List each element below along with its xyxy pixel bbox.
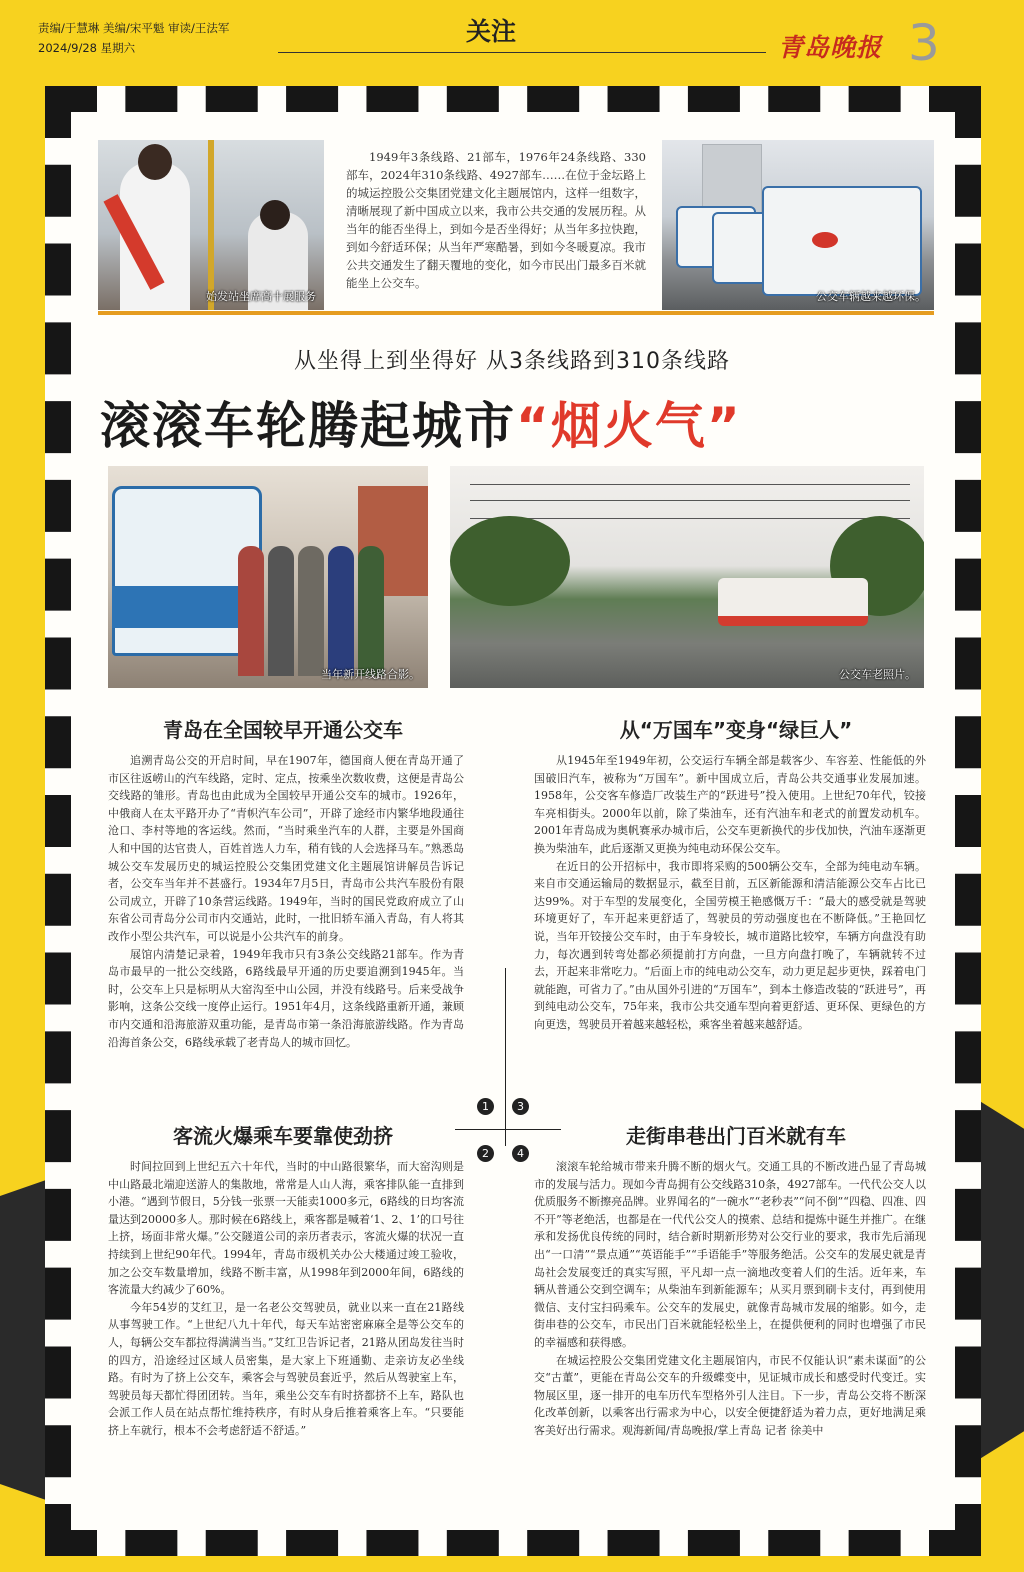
photo-caption: 始发站坐席高十展服务 <box>206 290 316 303</box>
section-number-2: 2 <box>477 1145 494 1162</box>
section-3-heading: 从“万国车”变身“绿巨人” <box>619 718 853 742</box>
headline-title-highlight: “烟火气” <box>516 397 742 455</box>
section-3-body <box>534 752 926 1100</box>
masthead-logo: 青岛晚报 <box>778 33 883 62</box>
intro-text: 1949年3条线路、21部车，1976年24条线路、330部车，2024年310条线路、4927部车……在位于金坛路上的城运控股公交集团党建文化主题展馆内，这样一组数字，清晰展现了新中国成立以来，我市公共交通的发展历程。从当年的能否坐得上，到如今是否坐得好；从当年多拉快跑，到如今舒适环保；从当年严寒酷暑，到如今冬暖夏凉。我市公共交通发生了翻天覆地的变化，如今市民出门最多百米就能坐上公交车。 <box>346 150 646 290</box>
section-4-heading: 走街串巷出门百米就有车 <box>626 1124 846 1148</box>
photo-eco-buses <box>662 140 934 310</box>
headline-title-main: 滚滚车轮腾起城市 <box>100 397 516 455</box>
section-2-heading: 客流火爆乘车要靠使劲挤 <box>173 1124 393 1148</box>
credits <box>38 18 229 58</box>
road-decoration-right <box>978 1100 1024 1460</box>
photo-person <box>358 546 384 676</box>
photo-person <box>328 546 354 676</box>
photo-overhead-wire <box>470 484 910 485</box>
photo-conductor-service <box>98 140 324 310</box>
section-4-paragraph: 在城运控股公交集团党建文化主题展馆内，市民不仅能认识“素未谋面”的公交“古董”，更能在青岛公交车的升级蝶变中，见证城市成长和感受时代变迁。实物展区里，逐一排开的电车历代车型格外引人注目。下一步，青岛公交将不断深化改革创新，以乘客出行需求为中心，以安全便捷舒适为着力点，更好地满足乘客美好出行需求。观海新闻/青岛晚报/掌上青岛 记者 徐美中 <box>534 1353 926 1437</box>
section-3-paragraph: 从1945年至1949年初，公交运行车辆全部是载客少、车容差、性能低的外国破旧汽车，被称为“万国车”。新中国成立后，青岛公共交通事业发展加速。1958年，公交客车修造厂改装生产的“跃进号”投入使用。上世纪70年代，铰接车亮相街头。2000年以前，除了柴油车，还有汽油车和老式的前置发动机车。2001年青岛成为奥帆赛承办城市后，公交车更新换代的步伐加快，汽油车逐渐更换为柴油车，此后逐渐又更换为纯电动环保公交车。 <box>534 754 926 855</box>
headline-title <box>100 386 940 458</box>
section-2-paragraph: 今年54岁的艾红卫，是一名老公交驾驶员，就业以来一直在21路线从事驾驶工作。“上世纪八九十年代，每天车站密密麻麻全是等公交车的人，每辆公交车都拉得满满当当。”艾红卫告诉记者，21路从团岛发往当时的四方，沿途经过区域人员密集，是大家上下班通勤、走亲访友必坐线路。有时为了挤上公交车，乘客会与驾驶员套近乎，然后从驾驶室上车，驾驶员每天都忙得团团转。当年，乘坐公交车有时挤都挤不上车，路队也会派工作人员在站点帮忙维持秩序，有时从身后推着乘客上车。“只要能挤上车就行，根本不会考虑舒适不舒适。” <box>108 1300 464 1437</box>
road-decoration-left <box>0 1180 46 1500</box>
section-4-body <box>534 1158 926 1494</box>
page-header <box>0 0 1024 80</box>
section-4-paragraph: 滚滚车轮给城市带来升腾不断的烟火气。交通工具的不断改进凸显了青岛城市的发展与活力。现如今青岛拥有公交线路310条，4927部车。一代代公交人以优质服务不断擦亮品牌。业界闻名的“一碗水”“老秒表”“问不倒”“四稳、四准、四不开”等老绝活，也都是在一代代公交人的摸索、总结和提炼中诞生并推广。在继承和发扬优良传统的同时，结合新时期新形势对公交行业的要求，我市先后涌现出“一口清”“景点通”“英语能手”“手语能手”等服务绝活。公交车的发展史就是青岛社会发展变迁的真实写照，平凡却一点一滴地改变着人们的生活。近年来，车辆从普通公交到空调车；从柴油车到新能源车；从买月票到刷卡支付，再到使用微信、支付宝扫码乘车。公交车的发展史，就像青岛城市发展的缩影。如今，走街串巷的公交车，市民出门百米就能轻松坐上，在提供便利的同时也增强了市民的幸福感和获得感。 <box>534 1160 926 1349</box>
credits-editors: 责编/于慧琳 美编/宋平魁 审读/王法军 <box>38 21 230 35</box>
section-number-1: 1 <box>477 1098 494 1115</box>
section-1-body <box>108 752 464 1100</box>
photo-figure-2-head <box>260 200 290 230</box>
photo-new-line-group <box>108 466 428 688</box>
photo-tree <box>450 516 570 606</box>
photo-trolleybus <box>718 578 868 626</box>
publish-date: 2024/9/28 星期六 <box>38 41 136 55</box>
section-1-heading: 青岛在全国较早开通公交车 <box>163 718 403 742</box>
section-1-paragraph: 追溯青岛公交的开启时间，早在1907年，德国商人便在青岛开通了市区往返崂山的汽车线路，定时、定点，按乘坐次数收费，这便是青岛公交线路的雏形。青岛也由此成为全国较早开通公交车的城市。1926年，中俄商人在太平路开办了“青帜汽车公司”，开辟了途经市内繁华地段通往沧口、李村等地的客运线。然而，“当时乘坐汽车的人群，主要是外国商人和中国的达官贵人，百姓首选人力车，稍有钱的人会选择马车。”熟悉岛城公交车发展历史的城运控股公交集团党建文化主题展馆讲解员告诉记者，公交车当年并不甚盛行。1934年7月5日，青岛市公共汽车股份有限公司成立，开辟了10条营运线路。1949年，当时的国民党政府成立了山东省公司青岛分公司市内交通站，此时，一批旧轿车涌入青岛，有人将其改作小型公共汽车，可以说是小公共汽车的前身。 <box>108 754 464 943</box>
orange-stripe <box>98 311 934 315</box>
section-1-paragraph: 展馆内清楚记录着，1949年我市只有3条公交线路21部车。作为青岛市最早的一批公交线路，6路线最早开通的历史要追溯到1945年。当时，公交车上只是标明从大窑沟至中山公园，并没有线路号。后来受战争影响，这条公交线一度停止运行。1951年4月，这条线路重新开通，兼顾市内交通和沿海旅游双重功能，是青岛市第一条沿海旅游线路。作为青岛沿海首条公交，6路线承载了老青岛人的城市回忆。 <box>108 947 464 1049</box>
section-number-3: 3 <box>512 1098 529 1115</box>
section-name: 关注 <box>466 17 517 46</box>
divider-vertical <box>505 968 506 1146</box>
section-3-paragraph: 在近日的公开招标中，我市即将采购的500辆公交车，全部为纯电动车辆。来自市交通运输局的数据显示，截至目前，五区新能源和清洁能源公交车占比已达99%。对于车型的发展变化，全国劳模王艳感慨万千：“最大的感受就是驾驶环境更好了，车开起来更舒适了，驾驶员的劳动强度也在不断降低。”王艳回忆说，当年开铰接公交车时，由于车身较长，城市道路比较窄，车辆方向盘没有助力，每次遇到转弯处都必须提前打方向盘，一旦方向盘打晚了，车辆就转不过去，开起来非常吃力。“后面上市的纯电动公交车，动力更足起步更快，踩着电门就能跑，可省力了。”由从国外引进的“万国车”，到本土修造改装的“跃进号”，再到纯电动公交车，75年来，我市公共交通车型向着更舒适、更环保、更绿色的方向更迭，驾驶员开着越来越轻松，乘客坐着越来越舒适。 <box>534 859 926 1031</box>
page-number: 3 <box>908 14 940 72</box>
photo-overhead-wire <box>470 518 910 519</box>
photo-overhead-wire <box>470 500 910 501</box>
header-rule <box>278 52 766 53</box>
photo-caption: 公交车辆越来越环保。 <box>816 290 926 303</box>
section-2-paragraph: 时间拉回到上世纪五六十年代，当时的中山路很繁华，而大窑沟则是中山路最北端迎送游人的集散地，常常是人山人海，乘客排队能一直排到小港。“遇到节假日，5分钱一张票一天能卖1000多元，6路线的日均客流量达到20000多人。那时候在6路线上，乘客都是喊着‘1、2、1’的口号往上挤，场面非常火爆。”公交隧道公司的亲历者表示，客流火爆的状况一直持续到上世纪90年代。1994年，青岛市级机关办公大楼通过竣工验收，加之公交车数量增加，线路不断丰富，从1998年到2000年间，6路线的客流量大约减少了60%。 <box>108 1160 464 1297</box>
photo-bus <box>762 186 922 296</box>
photo-person <box>268 546 294 676</box>
photo-caption: 公交车老照片。 <box>839 668 916 681</box>
photo-person <box>238 546 264 676</box>
photo-figure-head <box>138 144 172 180</box>
photo-caption: 当年新开线路合影。 <box>321 668 420 681</box>
photo-old-trolleybus <box>450 466 924 688</box>
photo-ribbon <box>812 232 838 248</box>
headline-subtitle: 从坐得上到坐得好 从3条线路到310条线路 <box>294 349 730 374</box>
photo-rail <box>208 140 214 310</box>
photo-person <box>298 546 324 676</box>
section-2-body <box>108 1158 464 1494</box>
section-number-4: 4 <box>512 1145 529 1162</box>
